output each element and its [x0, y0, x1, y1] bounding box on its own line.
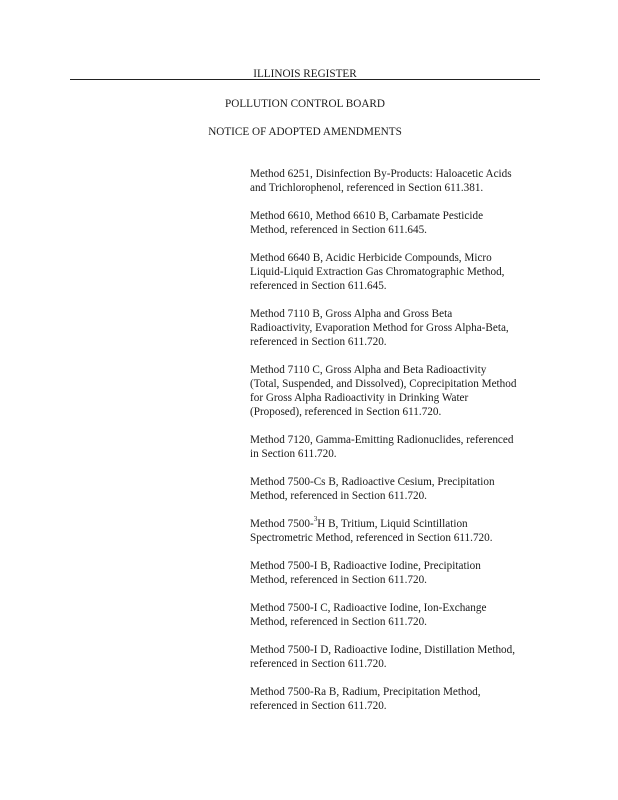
notice-title: NOTICE OF ADOPTED AMENDMENTS	[208, 126, 402, 138]
method-entry	[250, 685, 550, 713]
method-line: Method 7500-I B, Radioactive Iodine, Precipitation	[250, 560, 481, 572]
method-entry	[250, 209, 550, 237]
method-line: Method 7500-Cs B, Radioactive Cesium, Precipitation	[250, 476, 495, 488]
method-line: Spectrometric Method, referenced in Section 611.720.	[250, 532, 493, 544]
method-line: Method 7110 C, Gross Alpha and Beta Radioactivity	[250, 364, 487, 376]
method-list	[250, 167, 550, 727]
method-line: Method, referenced in Section 611.720.	[250, 490, 427, 502]
method-entry-tritium	[250, 517, 550, 545]
method-line: Method, referenced in Section 611.645.	[250, 224, 427, 236]
method-line: Method 6640 B, Acidic Herbicide Compounds, Micro	[250, 252, 492, 264]
header-rule	[70, 79, 540, 80]
method-entry	[250, 601, 550, 629]
method-line: referenced in Section 611.720.	[250, 336, 387, 348]
method-line: Method 7500-Ra B, Radium, Precipitation Method,	[250, 686, 481, 698]
method-line: Liquid-Liquid Extraction Gas Chromatographic Method,	[250, 266, 505, 278]
method-line: referenced in Section 611.720.	[250, 700, 387, 712]
method-line: referenced in Section 611.720.	[250, 658, 387, 670]
method-entry	[250, 643, 550, 671]
method-line: Method 7500-I C, Radioactive Iodine, Ion-Exchange	[250, 602, 487, 614]
method-line: in Section 611.720.	[250, 448, 337, 460]
tritium-prefix: Method 7500-	[250, 518, 314, 530]
method-line: Method 6610, Method 6610 B, Carbamate Pesticide	[250, 210, 484, 222]
method-entry	[250, 433, 550, 461]
method-line: for Gross Alpha Radioactivity in Drinking Water	[250, 392, 469, 404]
method-line: Method 7120, Gamma-Emitting Radionuclides, referenced	[250, 434, 514, 446]
method-line: and Trichlorophenol, referenced in Section 611.381.	[250, 182, 484, 194]
method-entry	[250, 475, 550, 503]
isotope-superscript: 3	[313, 515, 318, 524]
method-line: (Total, Suspended, and Dissolved), Coprecipitation Method	[250, 378, 517, 390]
board-title: POLLUTION CONTROL BOARD	[225, 98, 385, 110]
method-entry	[250, 363, 550, 419]
register-title: ILLINOIS REGISTER	[253, 68, 357, 80]
method-line: Radioactivity, Evaporation Method for Gross Alpha-Beta,	[250, 322, 509, 334]
tritium-suffix: H B, Tritium, Liquid Scintillation	[317, 518, 468, 530]
method-line: Method 6251, Disinfection By-Products: Haloacetic Acids	[250, 168, 512, 180]
method-line: Method 7500-I D, Radioactive Iodine, Distillation Method,	[250, 644, 516, 656]
method-line: Method, referenced in Section 611.720.	[250, 616, 427, 628]
method-line: Method 7110 B, Gross Alpha and Gross Beta	[250, 308, 453, 320]
method-entry	[250, 559, 550, 587]
method-entry	[250, 251, 550, 293]
method-line	[250, 517, 550, 531]
method-entry	[250, 307, 550, 349]
method-line: (Proposed), referenced in Section 611.720.	[250, 406, 442, 418]
method-line: Method, referenced in Section 611.720.	[250, 574, 427, 586]
method-entry	[250, 167, 550, 195]
method-line: referenced in Section 611.645.	[250, 280, 387, 292]
